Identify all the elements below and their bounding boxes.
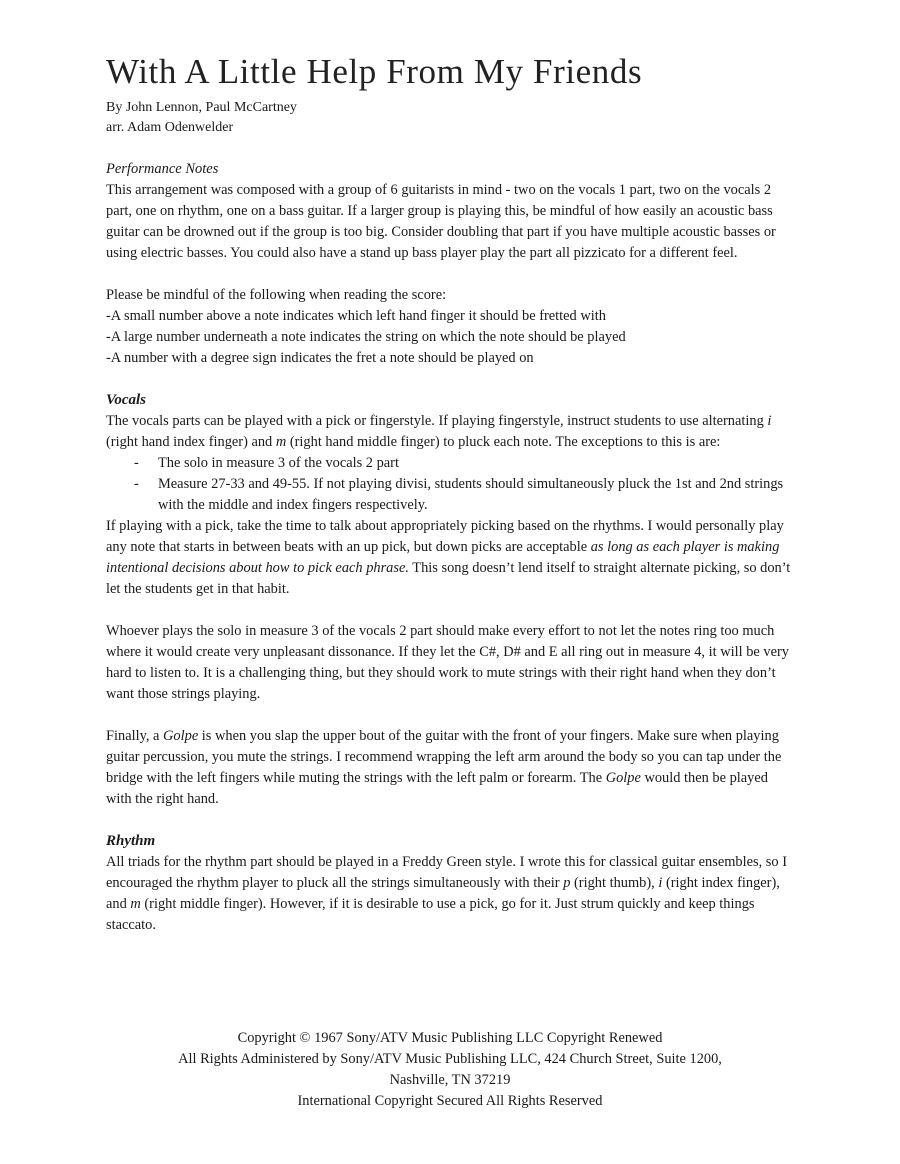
score-intro: Please be mindful of the following when reading the score: (106, 287, 447, 303)
score-item: -A small number above a note indicates which left hand finger it should be fretted with (106, 308, 606, 324)
authors-line: By John Lennon, Paul McCartney (106, 100, 297, 115)
vocals-exceptions-list (106, 453, 796, 516)
list-item: - Measure 27-33 and 49-55. If not playing divisi, students should simultaneously pluck the 1st and 2nd strings with the middle and index fingers respectively. (134, 476, 784, 513)
rhythm-heading: Rhythm (106, 833, 156, 849)
copyright-line: Copyright © 1967 Sony/ATV Music Publishing LLC Copyright Renewed (237, 1030, 663, 1046)
list-item: - The solo in measure 3 of the vocals 2 part (134, 455, 399, 471)
vocals-heading: Vocals (106, 392, 147, 408)
vocals-paragraph-4: Finally, a Golpe is when you slap the upper bout of the guitar with the front of your fingers. Make sure when playing guitar percussion, you mute the strings. I recommend wrapping the left arm around the body so you can tap under the bridge with the left fingers while muting the strings with the left palm or forearm. The Golpe would then be played with the right hand. (106, 728, 782, 807)
vocals-paragraph-3: Whoever plays the solo in measure 3 of the vocals 2 part should make every effort to not let the notes ring too much where it would create very unpleasant dissonance. If they let the C#, D# and E all ring out in measure 4, it will be very hard to listen to. It is a challenging thing, but they should work to mute strings with their right hand when they don’t want those strings playing. (106, 623, 789, 702)
vocals-paragraph-1: The vocals parts can be played with a pick or fingerstyle. If playing fingerstyle, instruct students to use alternating i (right hand index finger) and m (right hand middle finger) to pluck each note. The exceptions to this is are: (106, 413, 772, 450)
page-title: With A Little Help From My Friends (106, 52, 643, 91)
score-item: -A large number underneath a note indicates the string on which the note should be played (106, 329, 626, 345)
secured-line: International Copyright Secured All Rights Reserved (297, 1093, 603, 1109)
copyright-footer (0, 1028, 900, 1112)
document-page (106, 52, 796, 936)
address-line: Nashville, TN 37219 (389, 1072, 511, 1088)
rights-line: All Rights Administered by Sony/ATV Music Publishing LLC, 424 Church Street, Suite 1200, (178, 1051, 722, 1067)
score-item: -A number with a degree sign indicates the fret a note should be played on (106, 350, 534, 366)
performance-notes-paragraph: This arrangement was composed with a group of 6 guitarists in mind - two on the vocals 1 part, two on the vocals 2 part, one on rhythm, one on a bass guitar. If a larger group is playing this, be mindful of how easily an acoustic bass guitar can be drowned out if the group is too big. Consider doubling that part if you have multiple acoustic basses or using electric basses. You could also have a stand up bass player play the part all pizzicato for a different feel. (106, 182, 776, 261)
performance-notes-heading: Performance Notes (106, 161, 219, 177)
arranger-line: arr. Adam Odenwelder (106, 120, 234, 135)
vocals-paragraph-2: If playing with a pick, take the time to talk about appropriately picking based on the rhythms. I would personally play any note that starts in between beats with an up pick, but down picks are acceptable as long as each player is making intentional decisions about how to pick each phrase. This song doesn’t lend itself to straight alternate picking, so don’t let the students get in that habit. (106, 518, 791, 597)
rhythm-paragraph: All triads for the rhythm part should be played in a Freddy Green style. I wrote this for classical guitar ensembles, so I encouraged the rhythm player to pluck all the strings simultaneously with their p (right thumb), i (right index finger), and m (right middle finger). However, if it is desirable to use a pick, go for it. Just strum quickly and keep things staccato. (106, 854, 787, 933)
